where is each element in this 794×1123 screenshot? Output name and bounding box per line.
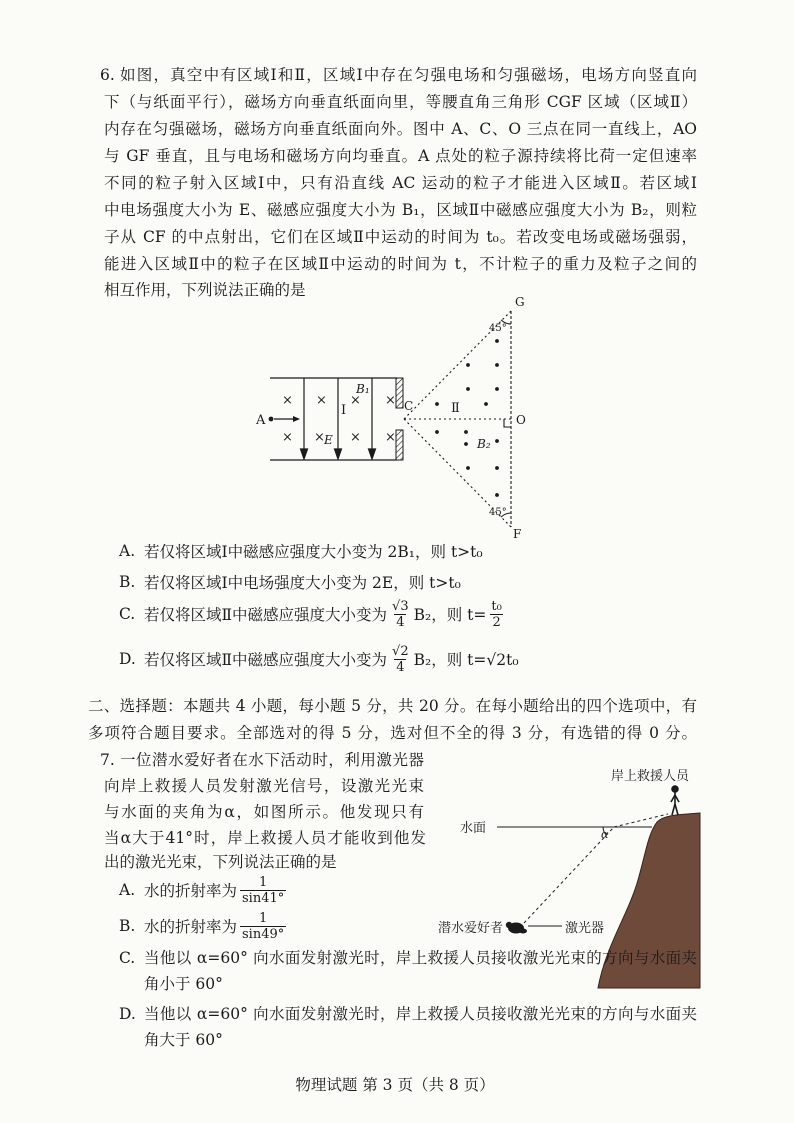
field-dot <box>484 402 488 406</box>
field-dot <box>464 430 468 434</box>
field-dot <box>466 363 470 367</box>
label-alpha: α <box>601 828 609 841</box>
label-E: E <box>324 433 333 447</box>
label-water-surface: 水面 <box>460 821 487 836</box>
question-7-stem-line: 向岸上救援人员发射激光信号，设激光光束 <box>104 777 424 795</box>
option-text: 水的折射率为 <box>144 882 238 900</box>
field-dot <box>495 466 499 470</box>
question-7-stem-line: 当α大于41°时，岸上救援人员才能收到他发 <box>104 829 426 847</box>
question-6-number: 6. <box>100 66 115 84</box>
question-6-option-d <box>119 641 519 677</box>
question-6-figure <box>250 292 540 544</box>
question-6-stem-line: 相互作用，下列说法正确的是 <box>104 281 306 299</box>
fraction-denominator: 4 <box>396 614 405 630</box>
label-B1: B₁ <box>356 382 370 396</box>
question-7-number: 7. <box>100 751 115 769</box>
question-7-stem-line: 一位潜水爱好者在水下活动时，利用激光器 <box>120 751 424 769</box>
right-angle-mark <box>504 419 511 427</box>
cross-mark: × <box>385 393 396 408</box>
option-label: C. <box>119 605 136 623</box>
question-6-stem-line: 能进入区域Ⅱ中的粒子在区域Ⅱ中运动的时间为 t，不计粒子的重力及粒子之间的 <box>104 255 697 273</box>
cross-mark: × <box>282 430 293 445</box>
diver-icon <box>506 922 527 934</box>
question-7-option-c-text: 角小于 60° <box>144 975 223 993</box>
particle-source-dot <box>269 417 274 422</box>
label-O: O <box>516 413 526 427</box>
rescuer-figure <box>671 786 679 815</box>
option-text: 若仅将区域Ⅰ中电场强度大小变为 2E，则 t>t₀ <box>144 574 461 592</box>
label-laser: 激光器 <box>565 921 605 936</box>
fraction <box>390 599 411 630</box>
label-C: C <box>404 399 414 413</box>
plate-upper <box>396 378 403 408</box>
option-label: A. <box>119 542 136 560</box>
label-B2: B₂ <box>477 437 491 451</box>
label-F: F <box>513 527 522 541</box>
question-6-stem-line: 与 GF 垂直，且与电场和磁场方向均垂直。A 点处的粒子源持续将比荷一定但速率 <box>104 147 697 165</box>
question-7-option-c-text: 当他以 α=60° 向水面发射激光时，岸上救援人员接收激光光束的方向与水面夹 <box>144 949 697 967</box>
question-7-stem-line: 出的激光光束，下列说法正确的是 <box>104 853 337 871</box>
question-7-option-d-text: 当他以 α=60° 向水面发射激光时，岸上救援人员接收激光光束的方向与水面夹 <box>144 1005 697 1023</box>
field-arrowhead <box>301 449 308 459</box>
field-dot <box>495 439 499 443</box>
page-footer: 物理试题 第 3 页（共 8 页） <box>295 1076 495 1094</box>
question-6-stem-line: 中电场强度大小为 E、磁感应强度大小为 B₁，区域Ⅱ中磁感应强度大小为 B₂，则粒 <box>104 201 697 219</box>
field-dot <box>495 363 499 367</box>
section-2-instruction-line: 二、选择题：本题共 4 小题，每小题 5 分，共 20 分。在每小题给出的四个选项中，有 <box>88 697 697 715</box>
label-rescuer: 岸上救援人员 <box>611 769 690 784</box>
cross-mark: × <box>385 430 396 445</box>
question-7-option-d-text: 角大于 60° <box>144 1031 223 1049</box>
field-dot <box>466 387 470 391</box>
cross-mark: × <box>282 393 293 408</box>
option-text: 水的折射率为 <box>144 918 238 936</box>
fraction <box>390 644 411 675</box>
section-2-instruction-line: 多项符合题目要求。全部选对的得 5 分，选对但不全的得 3 分，有选错的得 0 分。 <box>88 724 697 742</box>
question-6-stem-line: 不同的粒子射入区域Ⅰ中，只有沿直线 AC 运动的粒子才能进入区域Ⅱ。若区域Ⅰ <box>104 174 697 192</box>
cross-mark: × <box>316 393 327 408</box>
label-G: G <box>515 295 525 309</box>
option-text: 若仅将区域Ⅱ中磁感应强度大小变为 <box>144 651 388 669</box>
fraction-numerator: √3 <box>392 598 409 614</box>
option-label: A. <box>119 881 136 899</box>
label-diver: 潜水爱好者 <box>438 921 504 936</box>
triangle-CGF <box>404 311 511 527</box>
fraction-numerator: 1 <box>259 874 268 890</box>
question-6-option-b <box>119 564 461 600</box>
option-text: B₂，则 t= <box>413 606 487 624</box>
field-dot <box>495 339 499 343</box>
question-6-stem-line: 下（与纸面平行），磁场方向垂直纸面向里，等腰直角三角形 CGF 区域（区域Ⅱ） <box>104 93 697 111</box>
option-text: B₂，则 t=√2t₀ <box>413 651 519 669</box>
option-text: 若仅将区域Ⅰ中磁感应强度大小变为 2B₁，则 t>t₀ <box>144 543 483 561</box>
fraction-denominator: sin49° <box>242 926 285 942</box>
option-label: D. <box>119 650 136 668</box>
magnetic-field-out-of-page <box>435 339 499 497</box>
fraction-numerator: 1 <box>259 910 268 926</box>
field-dot <box>495 493 499 497</box>
option-label: B. <box>119 573 136 591</box>
question-6-stem-line: 内存在匀强磁场，磁场方向垂直纸面向外。图中 A、C、O 三点在同一直线上，AO <box>104 120 697 138</box>
question-7-stem-line: 与水面的夹角为α，如图所示。他发现只有 <box>104 803 424 821</box>
label-region-1: Ⅰ <box>341 403 347 418</box>
question-7-option-c-label: C. <box>119 949 136 967</box>
field-dot <box>495 387 499 391</box>
option-text: 若仅将区域Ⅱ中磁感应强度大小变为 <box>144 606 388 624</box>
fraction-denominator: 4 <box>396 659 405 675</box>
fraction <box>489 599 503 630</box>
fraction-numerator: √2 <box>392 643 409 659</box>
laser-beam-underwater <box>524 827 614 923</box>
fraction <box>240 911 286 942</box>
fraction-numerator: t₀ <box>491 598 502 614</box>
fraction-denominator: 2 <box>492 614 501 630</box>
field-dot <box>435 402 439 406</box>
field-dot <box>435 430 439 434</box>
cross-mark: × <box>350 393 361 408</box>
question-7-option-b <box>119 908 289 944</box>
label-angle-G: 45° <box>489 323 507 334</box>
question-7-option-d-label: D. <box>119 1005 136 1023</box>
label-angle-F: 45° <box>489 507 507 518</box>
velocity-arrowhead <box>293 416 300 422</box>
label-A: A <box>256 413 266 428</box>
question-7-option-a <box>119 872 289 908</box>
option-label: B. <box>119 917 136 935</box>
field-arrowhead <box>369 449 376 459</box>
question-6-stem-line: 如图，真空中有区域Ⅰ和Ⅱ，区域Ⅰ中存在匀强电场和匀强磁场，电场方向竖直向 <box>120 66 697 84</box>
plate-lower <box>396 430 403 460</box>
question-6-option-c <box>119 596 507 632</box>
field-dot <box>466 466 470 470</box>
label-region-2: Ⅱ <box>451 401 460 416</box>
cross-mark: × <box>350 430 361 445</box>
field-dot <box>464 442 468 446</box>
cross-mark: × <box>314 430 325 445</box>
fraction <box>240 875 286 906</box>
question-6-stem-line: 子从 CF 的中点射出，它们在区域Ⅱ中运动的时间为 t₀。若改变电场或磁场强弱， <box>104 228 697 246</box>
field-arrowhead <box>335 449 342 459</box>
fraction-denominator: sin41° <box>242 890 285 906</box>
